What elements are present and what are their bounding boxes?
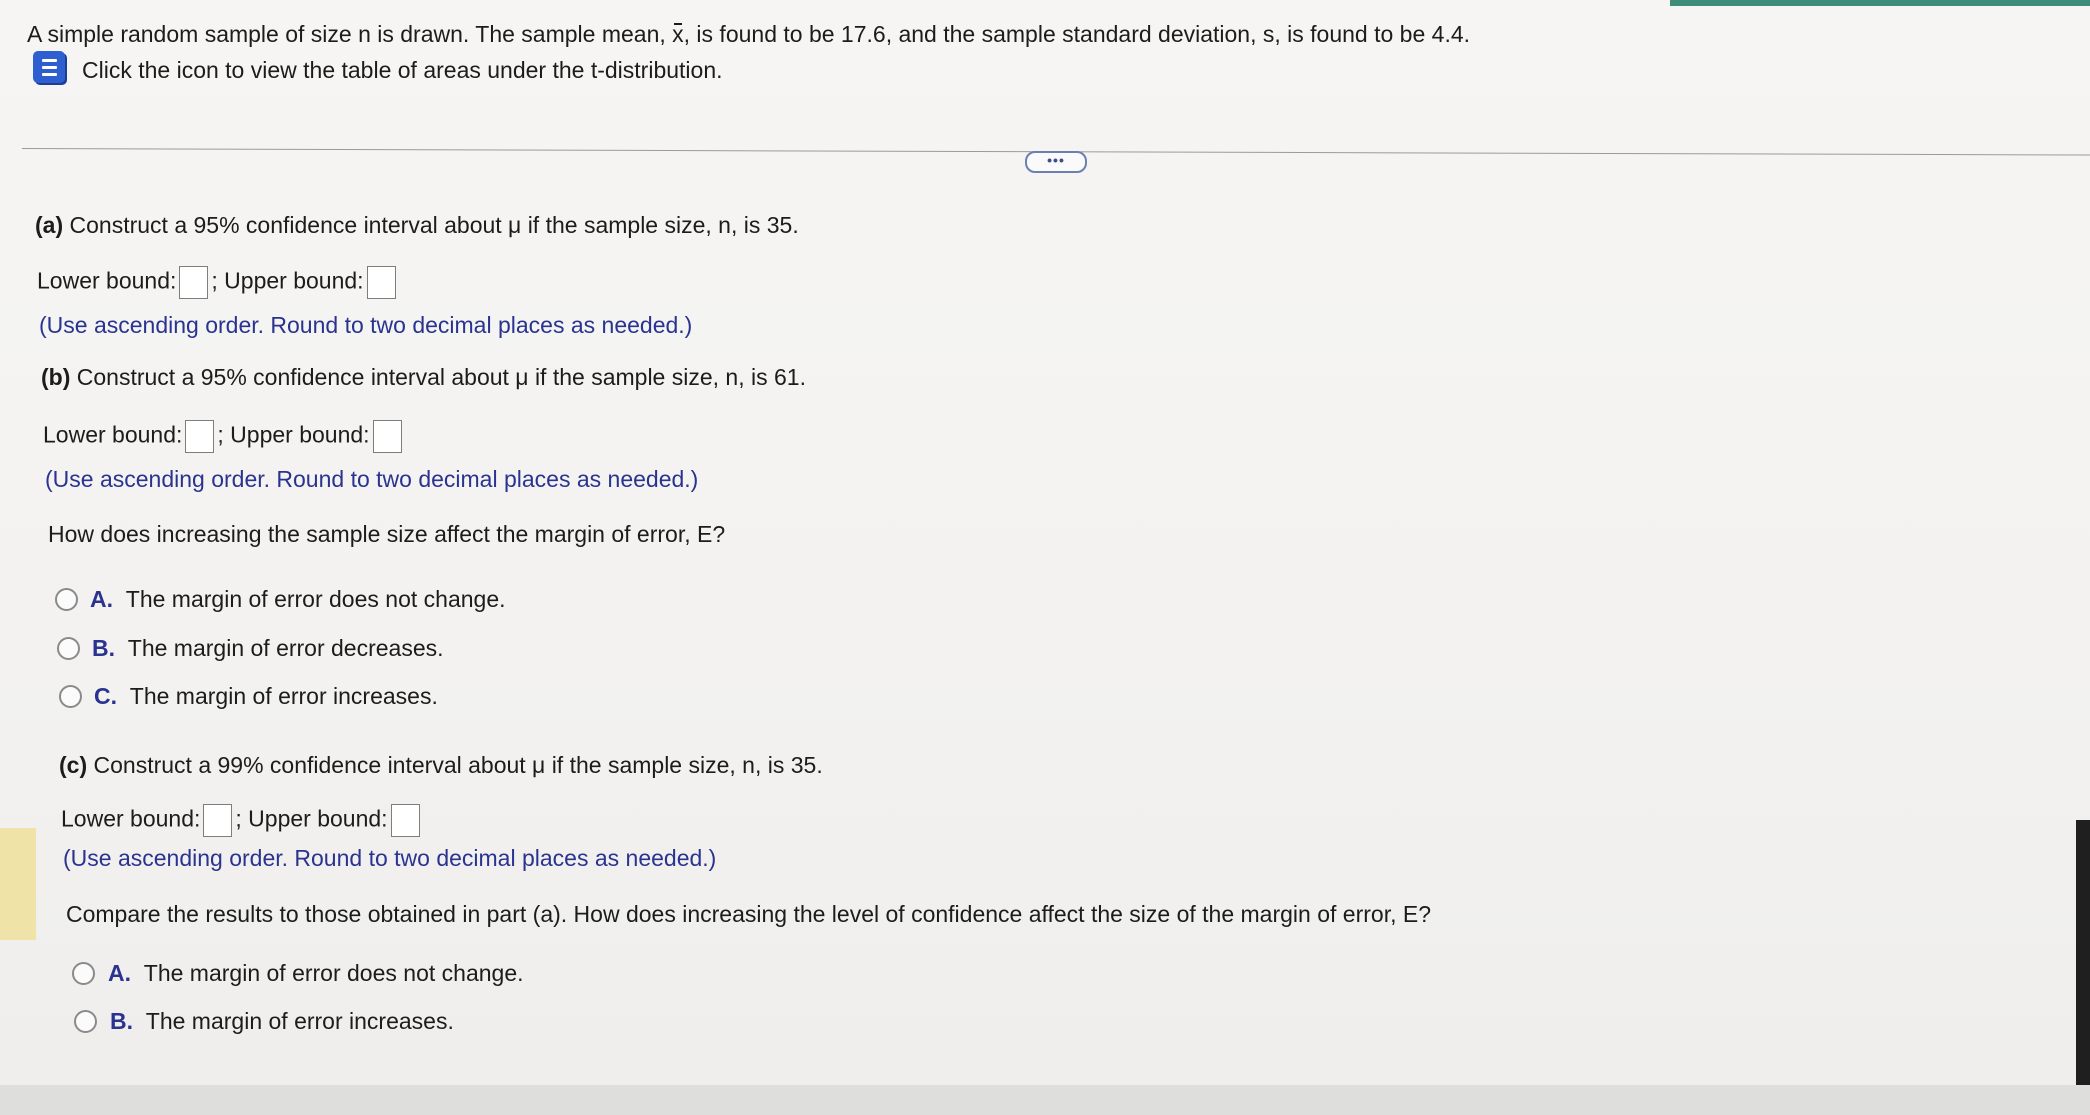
part-b-upper-label: ; Upper bound: <box>217 421 370 448</box>
part-c-followup: Compare the results to those obtained in part (a). How does increasing the level of confidence affect the size of the margin of error, E? <box>66 901 1431 927</box>
part-a-label: (a) <box>35 212 64 238</box>
problem-statement <box>27 21 1470 49</box>
part-b-lower-label: Lower bound: <box>43 421 183 448</box>
part-c-lower-label: Lower bound: <box>61 805 201 832</box>
part-b-option-c-radio[interactable] <box>59 685 82 708</box>
part-b-answer-row <box>43 420 405 453</box>
part-a-hint: (Use ascending order. Round to two decimal places as needed.) <box>39 312 693 338</box>
screen-edge <box>2076 820 2090 1085</box>
part-b-lower-input[interactable] <box>185 420 214 453</box>
part-c-option-a[interactable] <box>108 960 524 988</box>
part-a-lower-label: Lower bound: <box>37 267 177 294</box>
part-a-upper-input[interactable] <box>367 266 396 299</box>
part-b-followup: How does increasing the sample size affect the margin of error, E? <box>48 521 726 547</box>
option-letter: B. <box>110 1008 133 1034</box>
part-c-label: (c) <box>59 752 88 778</box>
part-b-question <box>41 364 806 392</box>
part-c-answer-row <box>61 804 423 837</box>
part-c-question-text: Construct a 99% confidence interval about μ if the sample size, n, is 35. <box>93 752 823 778</box>
part-c-question <box>59 752 823 780</box>
part-c-option-b[interactable] <box>110 1008 454 1036</box>
part-b-option-b[interactable] <box>92 635 444 663</box>
bottom-bar <box>0 1085 2090 1115</box>
part-b-option-a[interactable] <box>90 586 506 614</box>
option-text: The margin of error increases. <box>129 683 438 709</box>
side-highlight-strip <box>0 828 36 940</box>
part-b-option-b-radio[interactable] <box>57 637 80 660</box>
option-text: The margin of error does not change. <box>143 960 524 986</box>
option-letter: C. <box>94 683 117 709</box>
part-c-option-b-radio[interactable] <box>74 1010 97 1033</box>
part-b-question-text: Construct a 95% confidence interval about μ if the sample size, n, is 61. <box>76 364 806 390</box>
part-c-upper-input[interactable] <box>391 804 420 837</box>
t-table-book-icon[interactable] <box>33 51 65 83</box>
problem-text-start: A simple random sample of size n is drawn. The sample mean, <box>27 21 673 47</box>
part-b-hint: (Use ascending order. Round to two decimal places as needed.) <box>45 466 699 492</box>
part-a-upper-label: ; Upper bound: <box>211 267 364 294</box>
part-c-option-a-radio[interactable] <box>72 962 95 985</box>
option-letter: A. <box>108 960 131 986</box>
option-text: The margin of error increases. <box>145 1008 454 1034</box>
part-c-hint: (Use ascending order. Round to two decimal places as needed.) <box>63 845 717 871</box>
part-b-option-c[interactable] <box>94 683 438 711</box>
t-table-link[interactable]: Click the icon to view the table of areas under the t-distribution. <box>82 57 723 83</box>
option-text: The margin of error decreases. <box>127 635 444 661</box>
part-b-upper-input[interactable] <box>373 420 402 453</box>
part-b-label: (b) <box>41 364 71 390</box>
top-accent-strip <box>1670 0 2090 6</box>
part-a-question <box>35 212 799 240</box>
part-a-lower-input[interactable] <box>179 266 208 299</box>
problem-text-end: , is found to be 17.6, and the sample standard deviation, s, is found to be 4.4. <box>683 21 1471 47</box>
sample-mean-symbol: x <box>672 21 684 47</box>
option-letter: B. <box>92 635 115 661</box>
part-c-lower-input[interactable] <box>203 804 232 837</box>
part-c-upper-label: ; Upper bound: <box>235 805 388 832</box>
part-b-option-a-radio[interactable] <box>55 588 78 611</box>
part-a-question-text: Construct a 95% confidence interval about μ if the sample size, n, is 35. <box>69 212 799 238</box>
more-button[interactable]: ••• <box>1025 151 1087 173</box>
option-text: The margin of error does not change. <box>125 586 506 612</box>
option-letter: A. <box>90 586 113 612</box>
part-a-answer-row <box>37 266 399 299</box>
